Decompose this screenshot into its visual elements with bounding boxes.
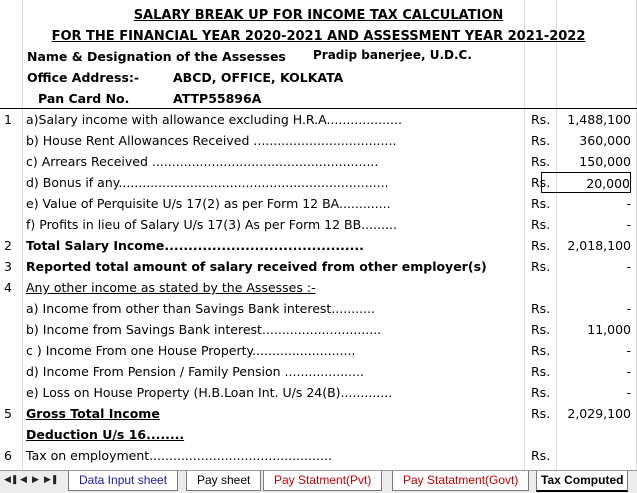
table-row[interactable] (0, 424, 637, 445)
currency-label: Rs. (531, 448, 551, 463)
currency-label: Rs. (531, 217, 551, 232)
row-label: Total Salary Income.......................................... (26, 238, 364, 253)
row-label: e) Loss on House Property (H.B.Loan Int. U/s 24(B)............. (26, 385, 393, 400)
row-label: d) Income From Pension / Family Pension .................... (26, 364, 365, 379)
amount-cell[interactable]: 2,018,100 (567, 238, 631, 253)
row-label: e) Value of Perquisite U/s 17(2) as per Form 12 BA............. (26, 196, 391, 211)
table-row[interactable] (0, 130, 637, 151)
sheet-title: SALARY BREAK UP FOR INCOME TAX CALCULATION (133, 8, 504, 23)
table-row[interactable] (0, 193, 637, 214)
table-row[interactable] (0, 277, 637, 298)
table-row[interactable] (0, 151, 637, 172)
office-label: Office Address:- (27, 70, 140, 85)
row-label: Tax on employment.............................................. (26, 448, 332, 463)
first-sheet-icon[interactable]: ◀❚ (4, 474, 19, 484)
row-label: c ) Income From one House Property.......................... (26, 343, 356, 358)
currency-label: Rs. (531, 133, 551, 148)
amount-cell[interactable]: - (626, 259, 631, 274)
table-row[interactable] (0, 172, 637, 193)
row-label: Gross Total Income (26, 406, 160, 421)
row-label: c) Arrears Received ......................................................... (26, 154, 379, 169)
tab-pay-sheet[interactable]: Pay sheet (186, 471, 261, 491)
row-number: 1 (4, 112, 12, 127)
currency-label: Rs. (531, 196, 551, 211)
amount-cell[interactable]: 150,000 (579, 154, 631, 169)
amount-cell[interactable]: 2,029,100 (567, 406, 631, 421)
currency-label: Rs. (531, 259, 551, 274)
table-row[interactable] (0, 382, 637, 403)
name-value[interactable]: Pradip banerjee, U.D.C. (313, 48, 472, 62)
amount-cell[interactable]: 11,000 (587, 322, 631, 337)
row-label: a) Income from other than Savings Bank interest........... (26, 301, 376, 316)
pan-value[interactable]: ATTP55896A (173, 91, 262, 106)
next-sheet-icon[interactable]: ▶ (32, 474, 39, 484)
row-label: d) Bonus if any.................................................................... (26, 175, 389, 190)
sheet-tab-bar (0, 470, 637, 493)
sheet-subtitle: FOR THE FINANCIAL YEAR 2020-2021 AND ASSESSMENT YEAR 2021-2022 (51, 29, 586, 44)
table-row[interactable] (0, 214, 637, 235)
currency-label: Rs. (531, 385, 551, 400)
last-sheet-icon[interactable]: ▶❚ (44, 474, 59, 484)
row-label: a)Salary income with allowance excluding H.R.A................... (26, 112, 402, 127)
currency-label: Rs. (531, 154, 551, 169)
tab-pay-statment-pvt[interactable]: Pay Statment(Pvt) (263, 471, 382, 491)
table-row[interactable] (0, 361, 637, 382)
pan-label: Pan Card No. (38, 91, 130, 106)
amount-cell[interactable]: 1,488,100 (567, 112, 631, 127)
currency-label: Rs. (531, 301, 551, 316)
table-row[interactable] (0, 256, 637, 277)
amount-cell[interactable]: - (626, 343, 631, 358)
amount-cell[interactable]: - (626, 364, 631, 379)
amount-cell[interactable]: - (626, 301, 631, 316)
row-number: 2 (4, 238, 12, 253)
office-value[interactable]: ABCD, OFFICE, KOLKATA (173, 70, 344, 85)
amount-cell[interactable]: 20,000 (541, 172, 631, 193)
currency-label: Rs. (531, 406, 551, 421)
table-row[interactable] (0, 403, 637, 424)
row-number: 4 (4, 280, 12, 295)
table-row[interactable] (0, 319, 637, 340)
table-row[interactable] (0, 235, 637, 256)
currency-label: Rs. (531, 238, 551, 253)
amount-cell[interactable]: - (626, 385, 631, 400)
row-number: 5 (4, 406, 12, 421)
name-label: Name & Designation of the Assesses (27, 49, 286, 64)
row-label: Deduction U/s 16........ (26, 427, 185, 442)
tab-tax-computed[interactable]: Tax Computed (536, 471, 628, 492)
tab-data-input-sheet[interactable]: Data Input sheet (68, 471, 178, 491)
row-number: 3 (4, 259, 12, 274)
table-row[interactable] (0, 340, 637, 361)
row-label: Any other income as stated by the Assesses :- (26, 280, 316, 295)
currency-label: Rs. (531, 343, 551, 358)
row-label: b) Income from Savings Bank interest.............................. (26, 322, 382, 337)
table-row[interactable] (0, 445, 637, 466)
currency-label: Rs. (531, 112, 551, 127)
row-label: Reported total amount of salary received from other employer(s) (26, 259, 487, 274)
row-label: b) House Rent Allowances Received .................................... (26, 133, 397, 148)
currency-label: Rs. (531, 175, 551, 190)
row-number: 6 (4, 448, 12, 463)
amount-cell[interactable]: - (626, 196, 631, 211)
row-label: f) Profits in lieu of Salary U/s 17(3) As per Form 12 BB......... (26, 217, 397, 232)
currency-label: Rs. (531, 322, 551, 337)
currency-label: Rs. (531, 364, 551, 379)
prev-sheet-icon[interactable]: ◀ (20, 474, 27, 484)
tab-pay-statatment-govt[interactable]: Pay Statatment(Govt) (392, 471, 529, 491)
amount-cell[interactable]: 360,000 (579, 133, 631, 148)
table-row[interactable] (0, 109, 637, 130)
table-row[interactable] (0, 298, 637, 319)
amount-cell[interactable]: - (626, 217, 631, 232)
